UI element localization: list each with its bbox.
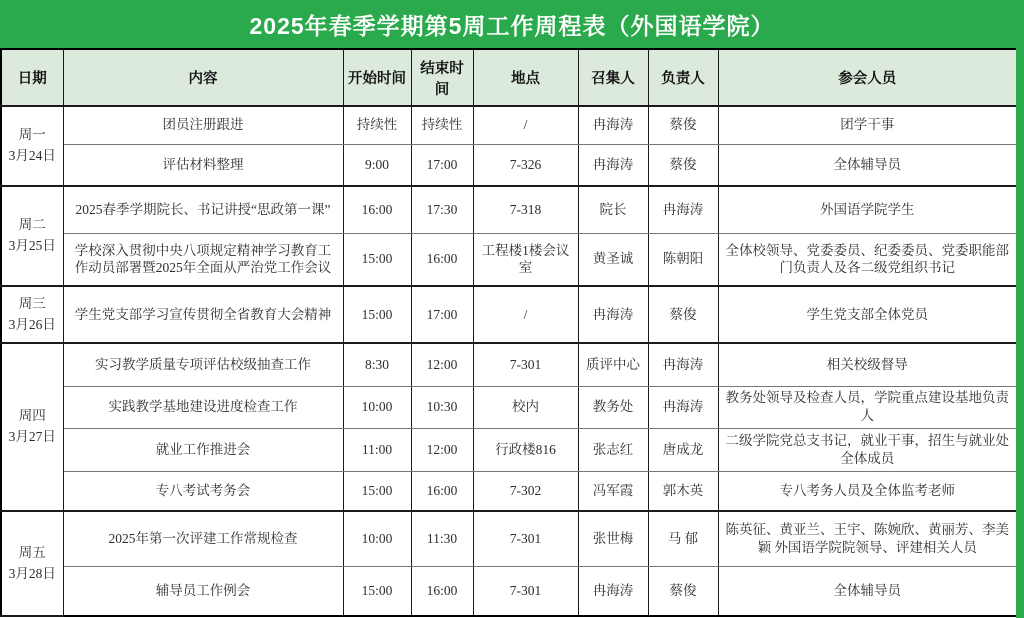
date-cell [1, 106, 63, 186]
cell-location: 7-326 [473, 144, 578, 186]
cell-end: 17:00 [411, 286, 473, 343]
date-label: 3月24日 [8, 148, 56, 163]
date-cell [1, 286, 63, 343]
cell-location: 行政楼816 [473, 428, 578, 471]
column-header-end-time: 结束时间 [411, 49, 473, 106]
cell-start: 16:00 [343, 186, 411, 233]
table-row [1, 511, 1017, 566]
cell-responsible: 郭木英 [648, 471, 718, 511]
cell-convener: 黄圣诚 [578, 233, 648, 286]
cell-convener: 质评中心 [578, 343, 648, 386]
cell-convener: 冉海涛 [578, 286, 648, 343]
cell-start: 10:00 [343, 386, 411, 428]
cell-start: 15:00 [343, 233, 411, 286]
cell-location: 7-301 [473, 566, 578, 616]
right-margin-strip [1016, 48, 1024, 618]
table-row [1, 144, 1017, 186]
cell-participants: 陈英征、黄亚兰、王宇、陈婉欣、黄丽芳、李美颖 外国语学院院领导、评建相关人员 [718, 511, 1017, 566]
cell-content: 评估材料整理 [63, 144, 343, 186]
cell-content: 学生党支部学习宣传贯彻全省教育大会精神 [63, 286, 343, 343]
cell-participants: 学生党支部全体党员 [718, 286, 1017, 343]
cell-participants: 团学干事 [718, 106, 1017, 144]
cell-location: 7-301 [473, 511, 578, 566]
schedule-table-body [1, 106, 1017, 616]
cell-convener: 张世梅 [578, 511, 648, 566]
cell-location: / [473, 286, 578, 343]
table-container [0, 48, 1016, 618]
cell-end: 12:00 [411, 428, 473, 471]
cell-start: 9:00 [343, 144, 411, 186]
column-header-convener: 召集人 [578, 49, 648, 106]
cell-location: 7-302 [473, 471, 578, 511]
cell-responsible: 陈朝阳 [648, 233, 718, 286]
cell-start: 10:00 [343, 511, 411, 566]
cell-participants: 外国语学院学生 [718, 186, 1017, 233]
cell-end: 16:00 [411, 233, 473, 286]
cell-location: 工程楼1楼会议室 [473, 233, 578, 286]
cell-content: 实践教学基地建设进度检查工作 [63, 386, 343, 428]
cell-convener: 教务处 [578, 386, 648, 428]
cell-end: 17:30 [411, 186, 473, 233]
weekday-label: 周一 [18, 127, 46, 143]
weekday-label: 周五 [18, 544, 46, 560]
cell-start: 11:00 [343, 428, 411, 471]
cell-content: 团员注册跟进 [63, 106, 343, 144]
table-row [1, 386, 1017, 428]
cell-participants: 教务处领导及检查人员，学院重点建设基地负责人 [718, 386, 1017, 428]
date-cell [1, 511, 63, 616]
date-label: 3月27日 [8, 429, 56, 444]
table-row [1, 566, 1017, 616]
cell-convener: 冉海涛 [578, 566, 648, 616]
cell-end: 11:30 [411, 511, 473, 566]
date-cell [1, 186, 63, 286]
date-label: 3月26日 [8, 316, 56, 332]
cell-location: 7-318 [473, 186, 578, 233]
cell-location: 7-301 [473, 343, 578, 386]
cell-convener: 院长 [578, 186, 648, 233]
date-cell [1, 343, 63, 511]
date-label: 3月25日 [8, 238, 56, 253]
table-row [1, 186, 1017, 233]
cell-start: 15:00 [343, 566, 411, 616]
cell-convener: 冉海涛 [578, 144, 648, 186]
cell-responsible: 蔡俊 [648, 106, 718, 144]
date-label: 3月28日 [8, 565, 56, 581]
cell-convener: 张志红 [578, 428, 648, 471]
table-row [1, 471, 1017, 511]
column-header-location: 地点 [473, 49, 578, 106]
cell-location: 校内 [473, 386, 578, 428]
table-row [1, 286, 1017, 343]
cell-end: 持续性 [411, 106, 473, 144]
title-bar [0, 0, 1024, 48]
cell-end: 12:00 [411, 343, 473, 386]
column-header-date: 日期 [1, 49, 63, 106]
header-row [1, 49, 1017, 106]
cell-end: 10:30 [411, 386, 473, 428]
page-title: 2025年春季学期第5周工作周程表（外国语学院） [249, 12, 775, 39]
cell-end: 16:00 [411, 471, 473, 511]
cell-responsible: 马 郁 [648, 511, 718, 566]
column-header-participants: 参会人员 [718, 49, 1017, 106]
cell-content: 实习教学质量专项评估校级抽查工作 [63, 343, 343, 386]
table-row [1, 428, 1017, 471]
cell-responsible: 冉海涛 [648, 386, 718, 428]
cell-content: 辅导员工作例会 [63, 566, 343, 616]
schedule-table [0, 48, 1018, 617]
cell-end: 17:00 [411, 144, 473, 186]
cell-participants: 全体辅导员 [718, 566, 1017, 616]
weekday-label: 周三 [18, 295, 46, 311]
weekday-label: 周四 [18, 408, 46, 424]
cell-content: 学校深入贯彻中央八项规定精神学习教育工作动员部署暨2025年全面从严治党工作会议 [63, 233, 343, 286]
cell-content: 2025春季学期院长、书记讲授“思政第一课” [63, 186, 343, 233]
cell-responsible: 冉海涛 [648, 343, 718, 386]
cell-convener: 冉海涛 [578, 106, 648, 144]
cell-start: 8:30 [343, 343, 411, 386]
cell-participants: 二级学院党总支书记，就业干事，招生与就业处全体成员 [718, 428, 1017, 471]
table-row [1, 106, 1017, 144]
cell-start: 15:00 [343, 286, 411, 343]
cell-content: 专八考试考务会 [63, 471, 343, 511]
cell-responsible: 蔡俊 [648, 144, 718, 186]
table-row [1, 343, 1017, 386]
cell-responsible: 冉海涛 [648, 186, 718, 233]
cell-start: 15:00 [343, 471, 411, 511]
cell-responsible: 唐成龙 [648, 428, 718, 471]
column-header-content: 内容 [63, 49, 343, 106]
table-row [1, 233, 1017, 286]
cell-end: 16:00 [411, 566, 473, 616]
cell-participants: 全体校领导、党委委员、纪委委员、党委职能部门负责人及各二级党组织书记 [718, 233, 1017, 286]
cell-participants: 专八考务人员及全体监考老师 [718, 471, 1017, 511]
cell-convener: 冯军霞 [578, 471, 648, 511]
cell-content: 2025年第一次评建工作常规检查 [63, 511, 343, 566]
cell-location: / [473, 106, 578, 144]
cell-content: 就业工作推进会 [63, 428, 343, 471]
cell-responsible: 蔡俊 [648, 286, 718, 343]
column-header-responsible: 负责人 [648, 49, 718, 106]
column-header-start-time: 开始时间 [343, 49, 411, 106]
cell-responsible: 蔡俊 [648, 566, 718, 616]
cell-start: 持续性 [343, 106, 411, 144]
weekday-label: 周二 [18, 217, 46, 233]
cell-participants: 全体辅导员 [718, 144, 1017, 186]
cell-participants: 相关校级督导 [718, 343, 1017, 386]
